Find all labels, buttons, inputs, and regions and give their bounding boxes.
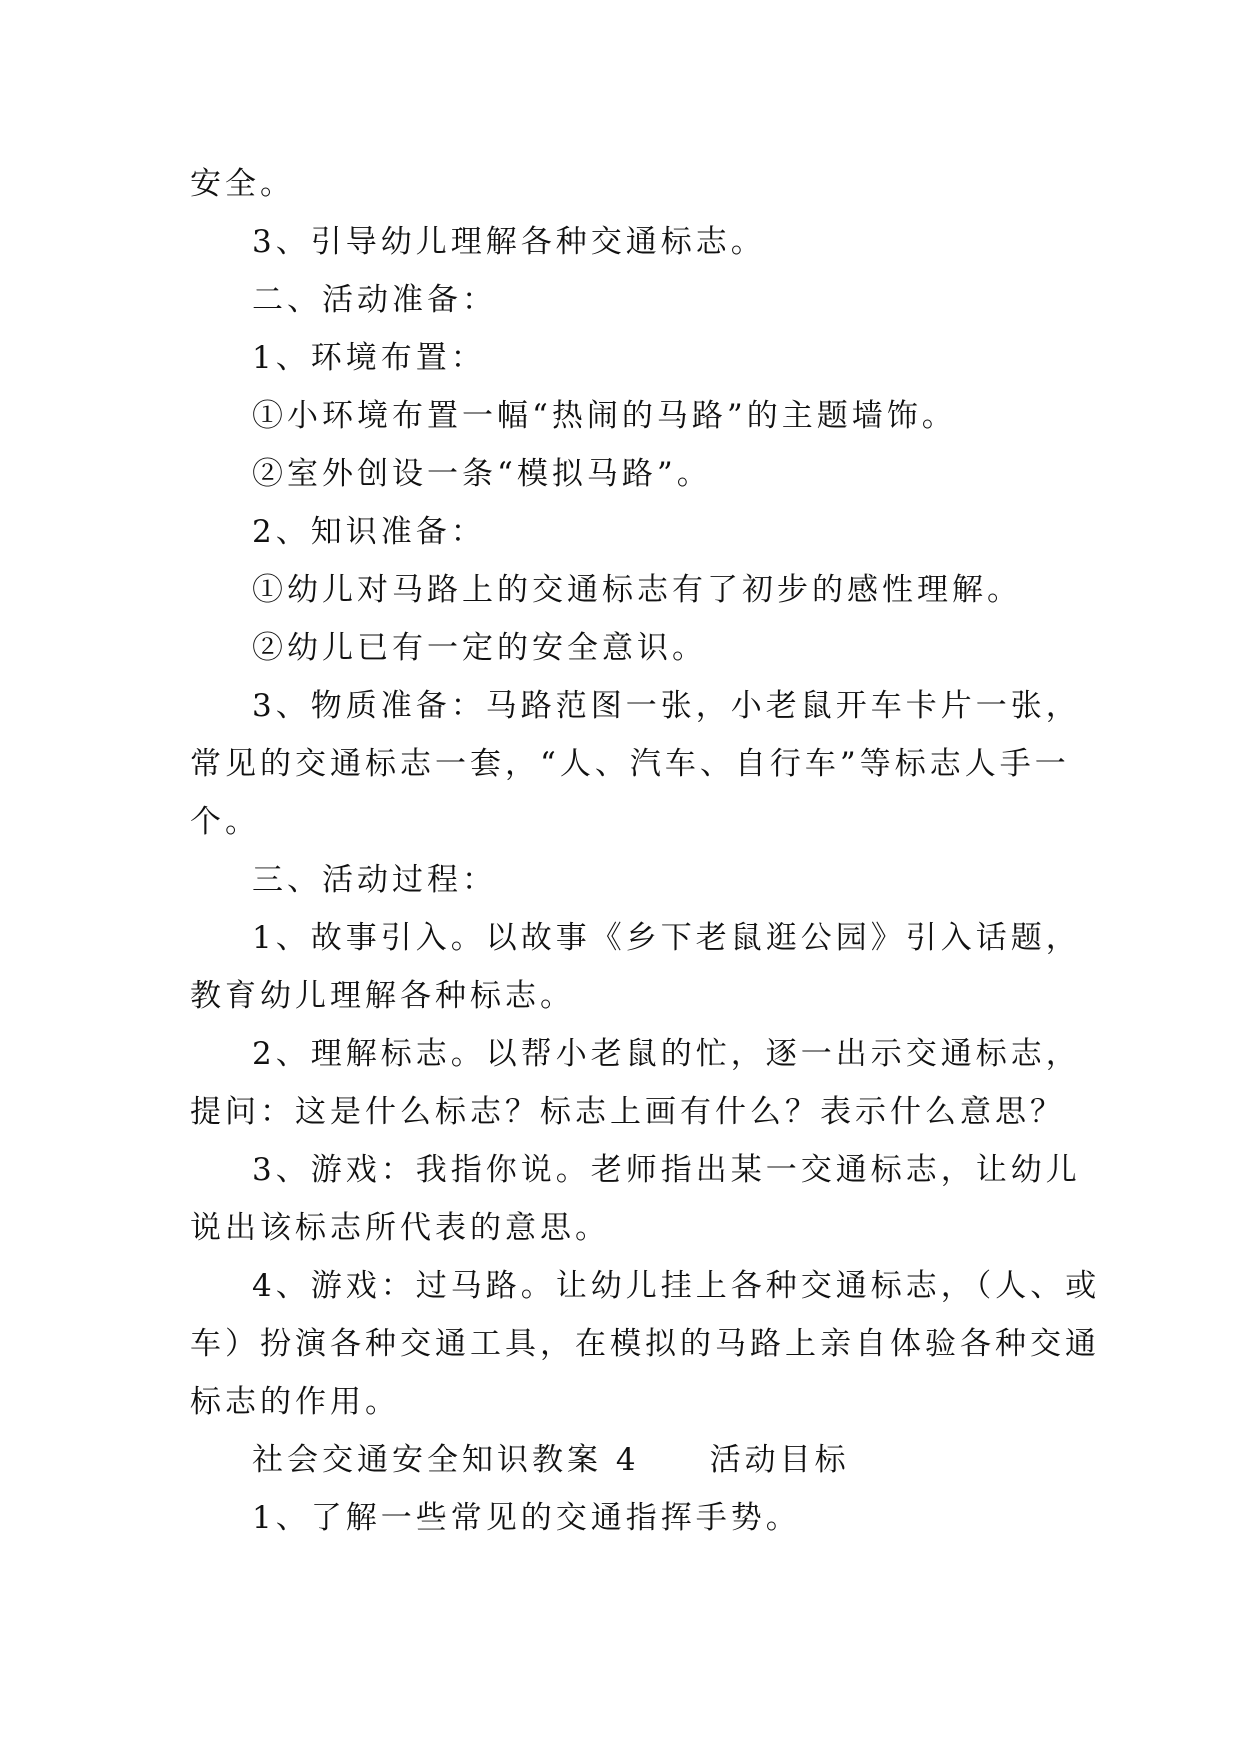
text-line-22: 标志的作用。 bbox=[190, 1384, 400, 1420]
section-heading-preparation: 二、活动准备： bbox=[252, 282, 497, 318]
text-line-17: 提问：这是什么标志？标志上画有什么？表示什么意思？ bbox=[190, 1094, 1065, 1130]
text-line-7: 2、知识准备： bbox=[252, 514, 486, 550]
text-line-9: ②幼儿已有一定的安全意识。 bbox=[252, 630, 707, 666]
text-line-16: 2、理解标志。以帮小老鼠的忙，逐一出示交通标志， bbox=[252, 1036, 1081, 1072]
text-line-14: 1、故事引入。以故事《乡下老鼠逛公园》引入话题， bbox=[252, 920, 1081, 956]
text-line-10: 3、物质准备：马路范图一张，小老鼠开车卡片一张， bbox=[252, 688, 1081, 724]
text-line-1: 安全。 bbox=[190, 166, 295, 202]
text-line-4: 1、环境布置： bbox=[252, 340, 486, 376]
text-line-5: ①小环境布置一幅“热闹的马路”的主题墙饰。 bbox=[252, 398, 957, 434]
text-line-19: 说出该标志所代表的意思。 bbox=[190, 1210, 610, 1246]
text-line-24: 1、了解一些常见的交通指挥手势。 bbox=[252, 1500, 801, 1536]
text-line-21: 车）扮演各种交通工具，在模拟的马路上亲自体验各种交通 bbox=[190, 1326, 1100, 1362]
text-line-8: ①幼儿对马路上的交通标志有了初步的感性理解。 bbox=[252, 572, 1022, 608]
text-line-2: 3、引导幼儿理解各种交通标志。 bbox=[252, 224, 766, 260]
text-line-12: 个。 bbox=[190, 804, 260, 840]
section-heading-process: 三、活动过程： bbox=[252, 862, 497, 898]
text-line-15: 教育幼儿理解各种标志。 bbox=[190, 978, 575, 1014]
text-line-20: 4、游戏：过马路。让幼儿挂上各种交通标志，（人、或 bbox=[252, 1268, 1101, 1304]
text-line-18: 3、游戏：我指你说。老师指出某一交通标志，让幼儿 bbox=[252, 1152, 1081, 1188]
text-line-11: 常见的交通标志一套，“人、汽车、自行车”等标志人手一 bbox=[190, 746, 1070, 782]
text-line-6: ②室外创设一条“模拟马路”。 bbox=[252, 456, 712, 492]
lesson-title-line: 社会交通安全知识教案 4 活动目标 bbox=[252, 1442, 850, 1478]
